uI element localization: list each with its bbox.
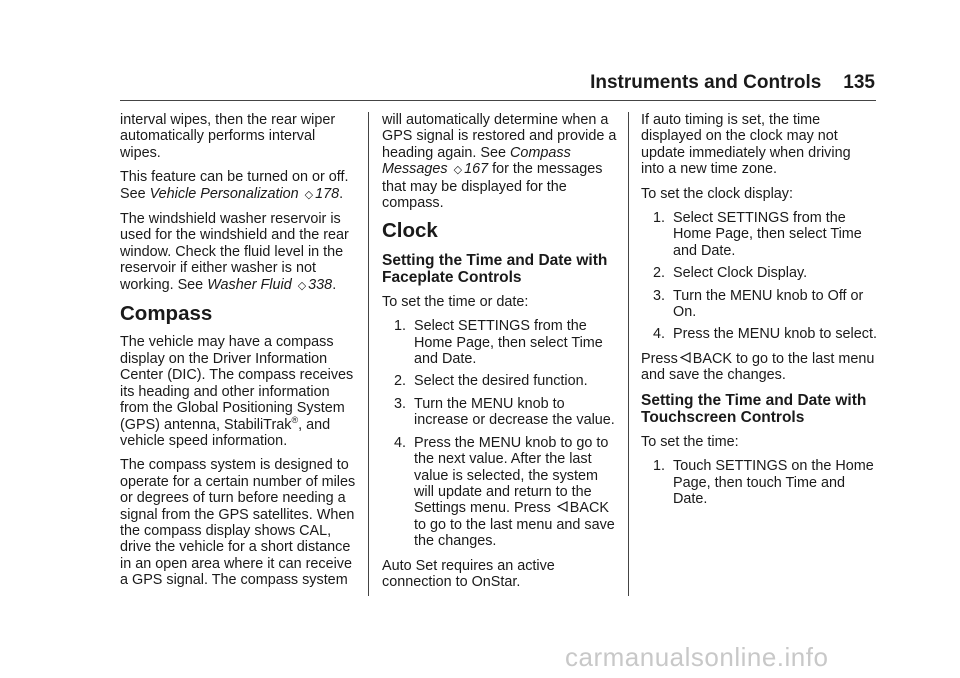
paragraph: interval wipes, then the rear wiper automatically performs interval wipes. xyxy=(120,112,336,161)
list-item: 1. Select SETTINGS from the Home Page, then select Time and Date. xyxy=(394,318,603,368)
list-item: 1. Touch SETTINGS on the Home Page, then touch Time and Date. xyxy=(653,458,874,507)
page-ref[interactable]: 167 xyxy=(464,161,489,178)
paragraph: Press BACK to go to the last menu and save the changes. xyxy=(641,350,875,384)
paragraph: To set the time: xyxy=(641,433,739,450)
list-item: 1. Select SETTINGS from the Home Page, then select Time and Date. xyxy=(653,210,862,259)
touchscreen-subheading: Setting the Time and Date with Touchscreen Controls xyxy=(641,391,867,426)
paragraph: The vehicle may have a compass display on the Driver Information Center (DIC). The compass receives its heading and other information from the Global Positioning System (GPS) antenna, StabiliTrak®, and vehicle speed information. xyxy=(120,334,354,449)
paragraph: The compass system is designed to operate for a certain number of miles or degrees of turn before needing a signal from the GPS satellites. When the compass display shows CAL, drive the vehicle for a short distance in an open area where it can receive a GPS signal. The compass system xyxy=(120,457,356,589)
section-title: Instruments and Controls xyxy=(590,72,822,93)
back-triangle-icon xyxy=(680,351,691,367)
paragraph: To set the time or date: xyxy=(382,293,529,310)
page-reference-arrow-icon: ◇ xyxy=(304,188,314,201)
paragraph: will automatically determine when a GPS signal is restored and provide a heading again. See Compass Messages ◇ 167 for the messages that may be displayed for the compass. xyxy=(382,112,617,212)
compass-messages-link[interactable]: Compass Messages xyxy=(382,144,571,178)
list-item: 4. Press the MENU knob to select. xyxy=(653,326,877,343)
list-item: 4. Press the MENU knob to go to the next value. After the last value is selected, the system will update and return to the Settings menu. Press BACK to go to the last menu and save the changes. xyxy=(394,434,615,550)
clock-heading: Clock xyxy=(382,219,438,243)
list-item: 3. Turn the MENU knob to Off or On. xyxy=(653,287,864,321)
column-1 xyxy=(120,112,356,597)
list-item: 2. Select the desired function. xyxy=(394,373,588,390)
page-reference-arrow-icon: ◇ xyxy=(453,164,463,177)
steps-list xyxy=(382,318,618,549)
column-divider-2 xyxy=(628,112,629,596)
column-divider-1 xyxy=(368,112,369,596)
page-reference-arrow-icon: ◇ xyxy=(297,279,307,292)
washer-fluid-link[interactable]: Washer Fluid xyxy=(207,276,292,293)
column-3 xyxy=(641,112,877,515)
page-ref[interactable]: 178 xyxy=(315,185,340,202)
list-item: 2. Select Clock Display. xyxy=(653,265,808,282)
paragraph: If auto timing is set, the time displayed on the clock may not update immediately when driving into a new time zone. xyxy=(641,112,851,178)
vehicle-personalization-link[interactable]: Vehicle Personalization xyxy=(149,185,299,202)
paragraph: Auto Set requires an active connection to OnStar. xyxy=(382,557,555,590)
paragraph: To set the clock display: xyxy=(641,185,793,202)
paragraph: This feature can be turned on or off. See Vehicle Personalization ◇ 178. xyxy=(120,169,349,202)
compass-heading: Compass xyxy=(120,302,213,326)
page-ref[interactable]: 338 xyxy=(308,276,333,293)
faceplate-subheading: Setting the Time and Date with Faceplate Controls xyxy=(382,251,608,286)
header-rule xyxy=(120,100,876,101)
watermark: carmanualsonline.info xyxy=(565,642,829,672)
page-number: 135 xyxy=(843,72,875,93)
registered-mark: ® xyxy=(291,414,299,425)
list-item: 3. Turn the MENU knob to increase or decrease the value. xyxy=(394,395,615,429)
steps-list xyxy=(641,458,877,507)
paragraph: The windshield washer reservoir is used for the windshield and the rear window. Check the fluid level in the reservoir if either washer is not working. See Washer Fluid ◇ 338. xyxy=(120,211,349,293)
back-triangle-icon xyxy=(557,500,568,516)
column-2 xyxy=(382,112,618,598)
steps-list xyxy=(641,210,877,343)
page-header xyxy=(580,72,875,94)
